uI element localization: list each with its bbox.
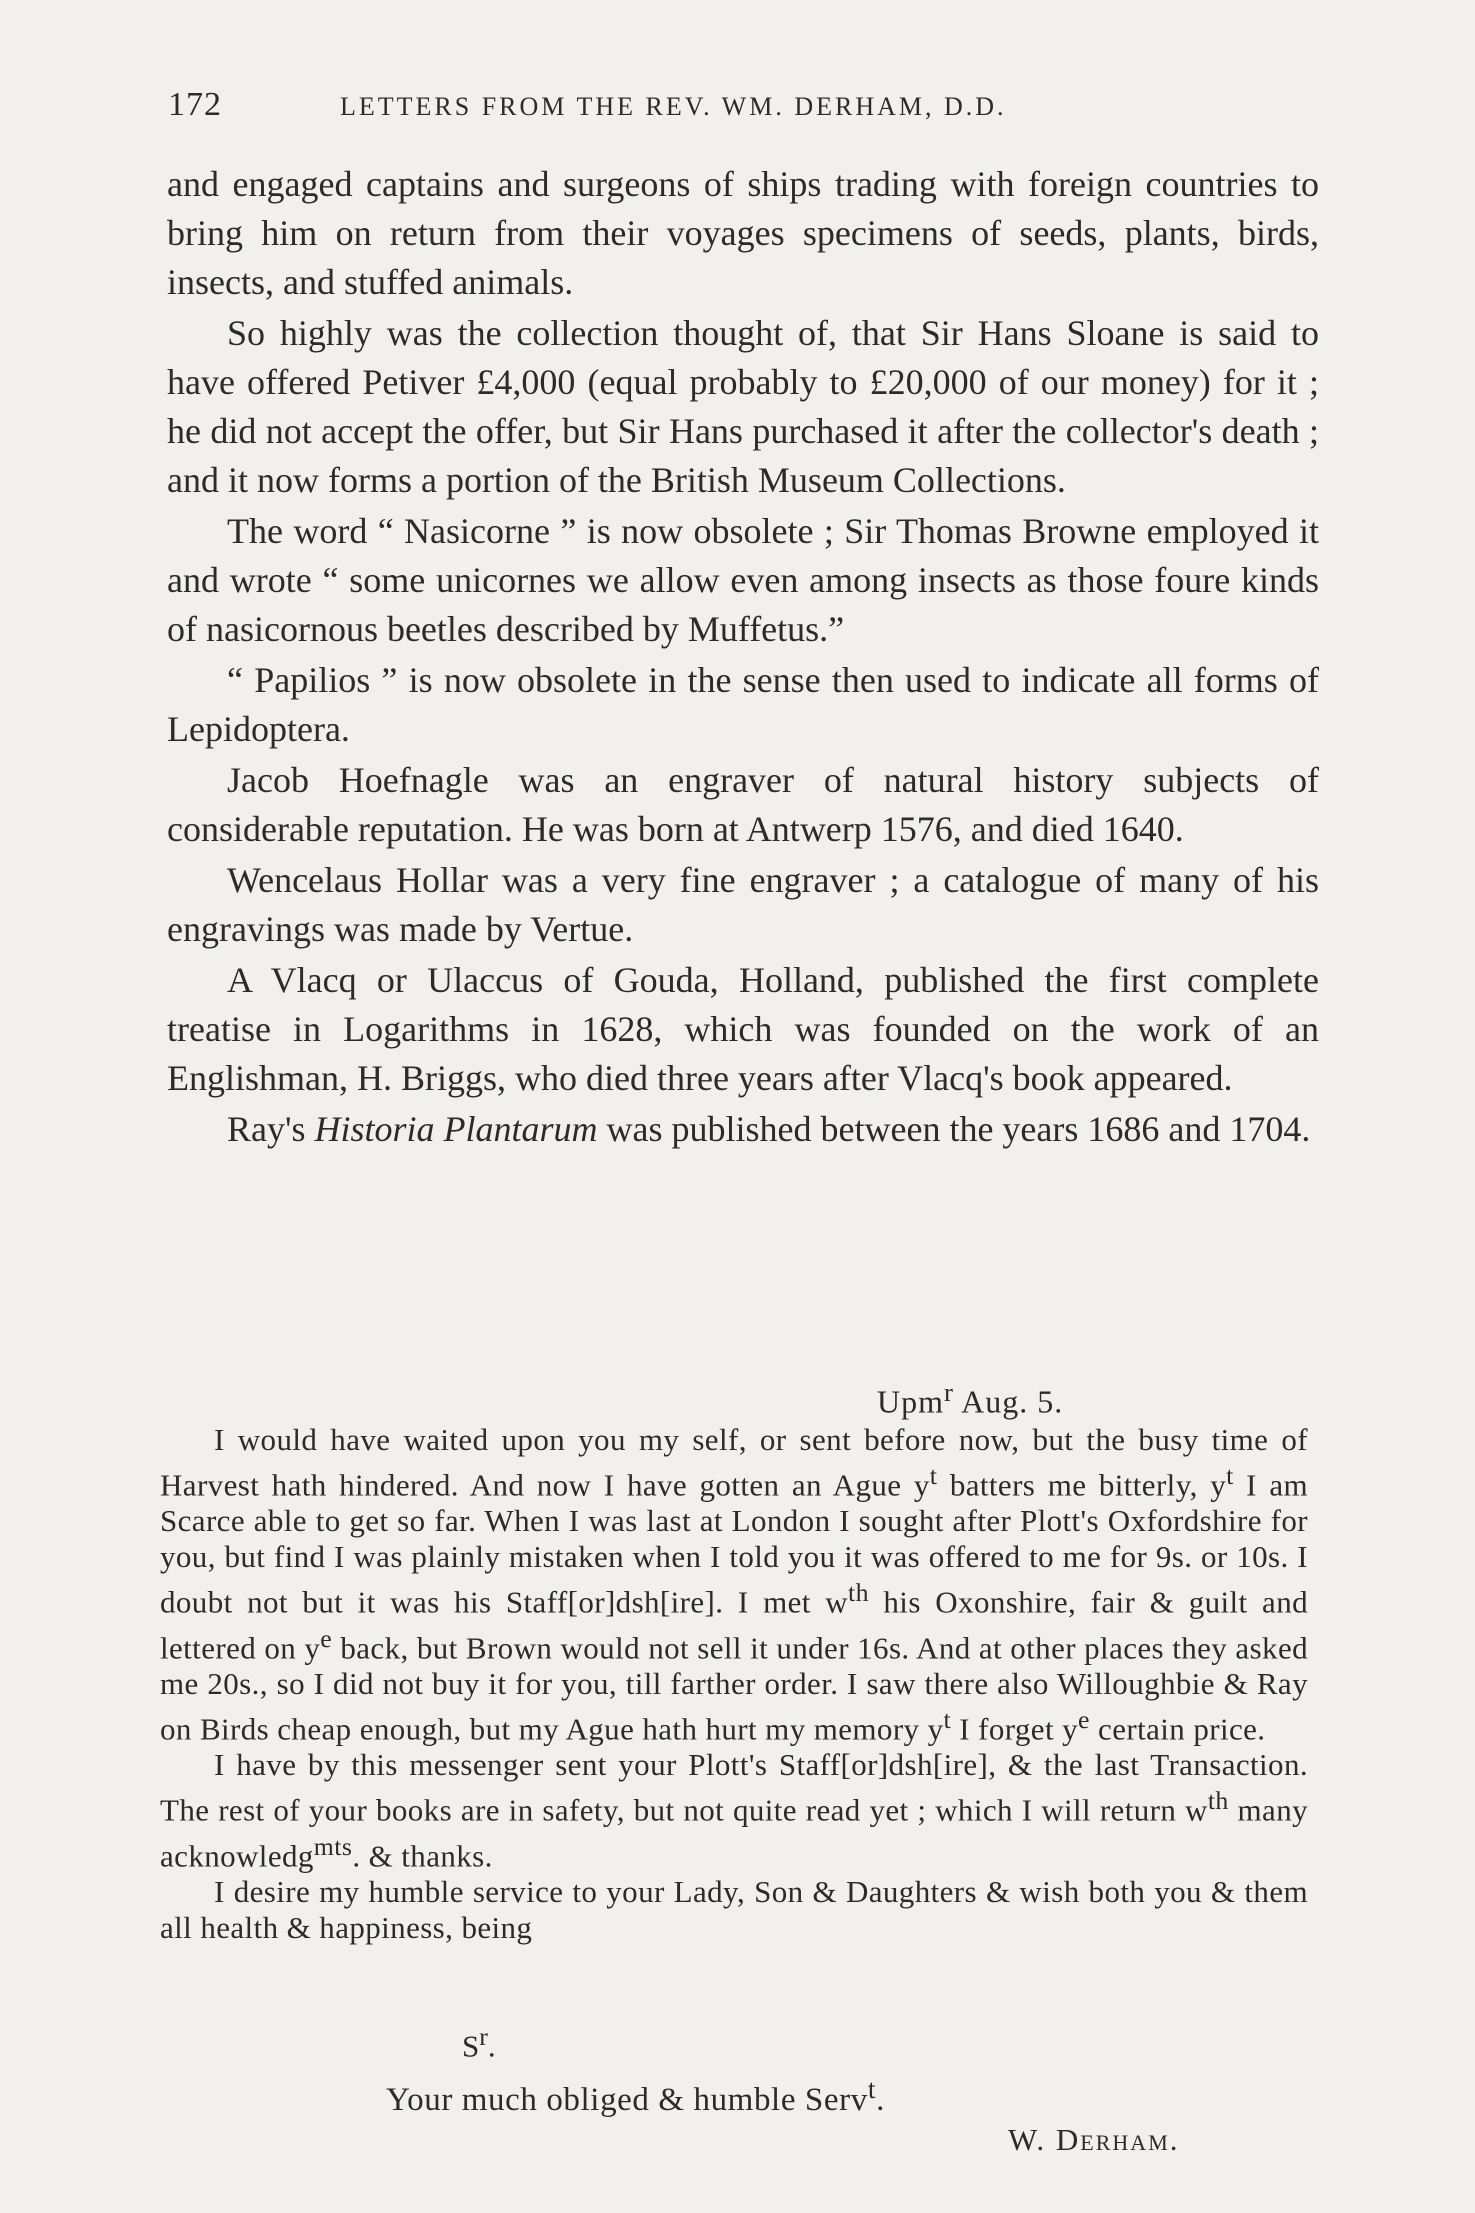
- superscript: t: [867, 2073, 877, 2104]
- superscript: mts: [313, 1831, 353, 1861]
- page-number: 172: [168, 86, 222, 123]
- dateline-date: Aug. 5.: [953, 1383, 1064, 1420]
- closing-text: Your much obliged & humble Serv: [386, 2082, 868, 2118]
- ray-text-start: Ray's: [227, 1109, 315, 1149]
- superscript: e: [320, 1623, 333, 1653]
- letter-text: I am Scarce able to get so far. When I was last at London I sought after Plott's Oxfordshire for you, but find I was plainly mistaken when I told you it was offered to me for 9s. or 10s. I doubt not but it was his Staff[or]dsh[ire]. I met w: [160, 1467, 1309, 1620]
- paragraph-papilios: “ Papilios ” is now obsolete in the sense then used to indicate all forms of Lepidoptera.: [167, 660, 1319, 749]
- salutation-end: .: [487, 2028, 496, 2064]
- superscript: t: [1226, 1461, 1234, 1490]
- page-header: [168, 86, 1318, 126]
- letter-salutation: [462, 2022, 496, 2064]
- running-head: LETTERS FROM THE REV. WM. DERHAM, D.D.: [340, 92, 1007, 121]
- dateline-place: Upm: [877, 1383, 944, 1420]
- letter-text: his Oxonshire, fair & guilt and lettered on y: [160, 1584, 1308, 1665]
- closing-end: .: [876, 2082, 885, 2118]
- paragraph-ray-historia: [167, 1105, 1319, 1154]
- paragraph-sloane-offer: So highly was the collection thought of, that Sir Hans Sloane is said to have offered Petiver £4,000 (equal probably to £20,000 of our money) for it ; he did not accept the offer, but Sir Hans purchased it after the collector's death ; and it now forms a portion of the British Museum Collections.: [167, 313, 1319, 500]
- letter-text: I have by this messenger sent your Plott's Staff[or]dsh[ire], & the last Transaction. The rest of your books are in safety, but not quite read yet ; which I will return w: [160, 1747, 1308, 1828]
- superscript: e: [1078, 1704, 1090, 1734]
- letter-text: certain price.: [1089, 1711, 1266, 1747]
- letter-closing: [386, 2073, 885, 2119]
- letter-text: I would have waited upon you my self, or sent before now, but the busy time of Harvest hath hindered. And now I have gotten an Ague y: [160, 1422, 1308, 1503]
- letter-text: . & thanks.: [352, 1837, 493, 1873]
- paragraph-vlacq: A Vlacq or Ulaccus of Gouda, Holland, published the first complete treatise in Logarithms in 1628, which was founded on the work of an Englishman, H. Briggs, who died three years after Vlacq's book appeared.: [167, 960, 1319, 1098]
- paragraph-nasicorne: The word “ Nasicorne ” is now obsolete ; Sir Thomas Browne employed it and wrote “ some unicornes we allow even among insects as those foure kinds of nasicornous beetles described by Muffetus.”: [167, 511, 1319, 649]
- superscript: t: [943, 1704, 952, 1734]
- paragraph-hoefnagle: Jacob Hoefnagle was an engraver of natural history subjects of considerable reputation. He was born at Antwerp 1576, and died 1640.: [167, 760, 1319, 849]
- paragraph-hollar: Wencelaus Hollar was a very fine engraver ; a catalogue of many of his engravings was made by Vertue.: [167, 860, 1319, 949]
- letter-text: batters me bitterly, y: [937, 1467, 1227, 1503]
- letter-text: back, but Brown would not sell it under 16s. And at other places they asked me 20s., so I did not buy it for you, till farther order. I saw there also Willoughbie & Ray on Birds cheap enough, but my Ague hath hurt my memory y: [160, 1629, 1309, 1747]
- letter-text: many acknowledg: [160, 1792, 1309, 1873]
- letter-paragraph-ague: [160, 1422, 1308, 1747]
- commentary-text: [167, 160, 1319, 1154]
- salutation-text: S: [462, 2028, 480, 2064]
- superscript: th: [1207, 1786, 1229, 1816]
- letter-dateline: [877, 1377, 1063, 1421]
- paragraph-collection-sources: and engaged captains and surgeons of ships trading with foreign countries to bring him on return from their voyages specimens of seeds, plants, birds, insects, and stuffed animals.: [167, 164, 1319, 302]
- ray-text-end: was published between the years 1686 and 1704.: [597, 1109, 1311, 1149]
- letter-paragraph-books: [160, 1747, 1308, 1874]
- dateline-place-sup: r: [944, 1377, 954, 1407]
- letter-text: I forget y: [951, 1711, 1079, 1747]
- letter-paragraph-service: I desire my humble service to your Lady, Son & Daughters & wish both you & them all health & happiness, being: [160, 1873, 1308, 1945]
- superscript: t: [929, 1461, 938, 1490]
- letter-signature: W. Derham.: [1008, 2122, 1180, 2157]
- superscript: th: [848, 1578, 869, 1608]
- historia-plantarum-title: Historia Plantarum: [314, 1109, 598, 1149]
- superscript: r: [479, 2022, 488, 2051]
- letter-body: [160, 1422, 1308, 1946]
